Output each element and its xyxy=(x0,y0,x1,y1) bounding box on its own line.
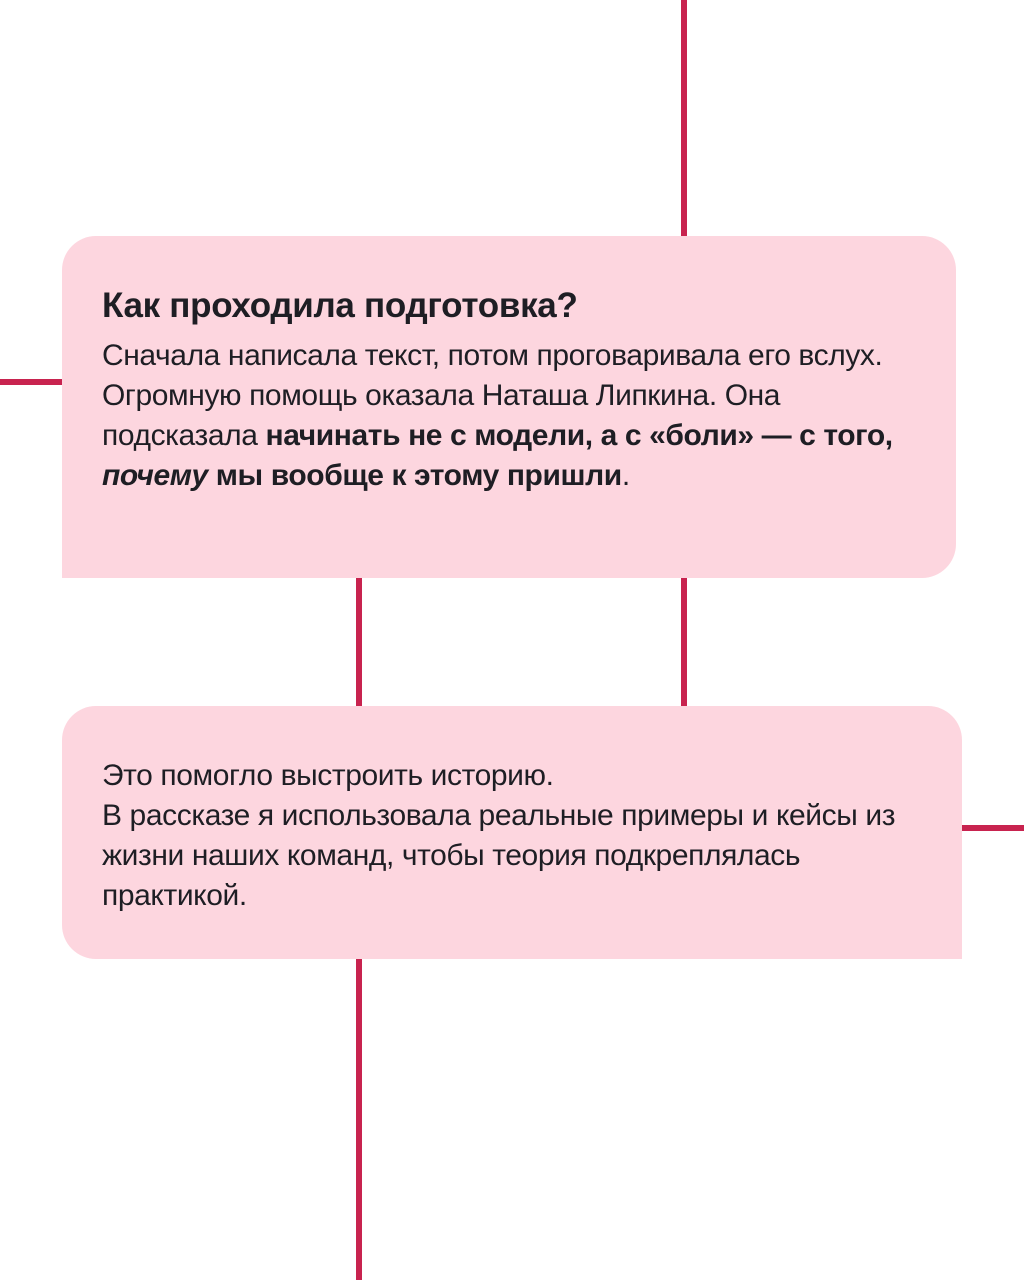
connector-line-left xyxy=(0,379,62,385)
card-body-text xyxy=(102,336,916,496)
connector-line-middle-left xyxy=(356,578,362,706)
connector-line-top xyxy=(681,0,687,236)
story-line-1: Это помогло выстроить историю. xyxy=(102,759,554,792)
body-regular-text: Сначала написала текст, потом проговаривала его вслух. Огромную помощь оказала Наташа Липкина. Она подсказала xyxy=(102,339,883,452)
connector-line-middle-right xyxy=(681,578,687,706)
body-bold-text: начинать не с модели, а с «боли» — с того, почему мы вообще к этому пришли xyxy=(102,419,893,492)
connector-line-bottom xyxy=(356,959,362,1280)
story-card xyxy=(62,706,962,959)
card-title: Как проходила подготовка? xyxy=(102,286,578,325)
preparation-card xyxy=(62,236,956,578)
body-end-text: . xyxy=(621,459,630,492)
story-line-2: В рассказе я использовала реальные примеры и кейсы из жизни наших команд, чтобы теория подкреплялась практикой. xyxy=(102,799,896,912)
body-bold-italic-text: почему xyxy=(102,459,208,492)
card-body-text xyxy=(102,756,922,916)
connector-line-right xyxy=(962,825,1024,831)
